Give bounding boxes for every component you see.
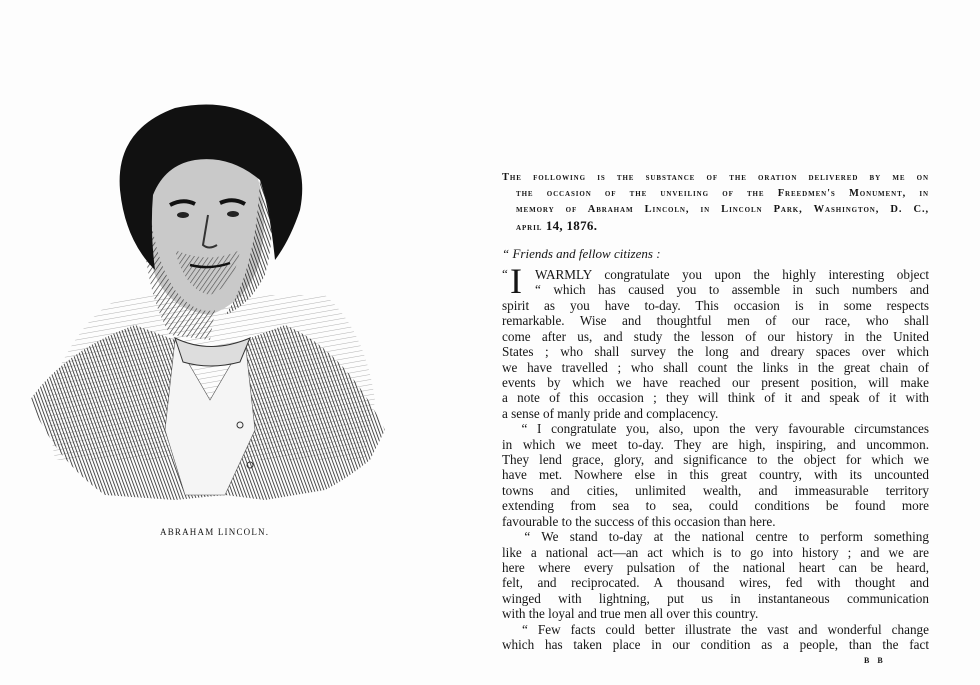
body-text-line: come after us, and study the lesson of our history in the United bbox=[502, 328, 929, 344]
salutation: “ Friends and fellow citizens : bbox=[502, 246, 661, 261]
intro-heading-line: memory of Abraham Lincoln, in Lincoln Park, Washington, D. C., bbox=[516, 204, 929, 215]
body-text-line: “ Few facts could better illustrate the vast and wonderful change bbox=[502, 621, 929, 637]
body-text-line: States ; who shall survey the long and dreary spaces over which bbox=[502, 344, 929, 360]
portrait-caption: ABRAHAM LINCOLN. bbox=[160, 527, 270, 537]
body-text-line: WARMLY congratulate you upon the highly interesting object bbox=[535, 267, 929, 282]
intro-heading-date bbox=[516, 218, 929, 234]
body-text-line: here where every pulsation of the national heart can be heard, bbox=[502, 559, 929, 575]
body-text-line: towns and cities, unlimited wealth, and immeasurable territory bbox=[502, 482, 929, 498]
body-text-line: with the loyal and true men all over this country. bbox=[502, 606, 759, 622]
body-text-line: winged with lightning, put us in instantaneous communication bbox=[502, 590, 929, 606]
body-text-line: which has taken place in our condition as a people, than the fact bbox=[502, 637, 929, 653]
body-text-line: felt, and reciprocated. A thousand wires, fed with thought and bbox=[502, 575, 929, 591]
opening-quote: “ bbox=[502, 266, 508, 281]
date-prefix: april bbox=[516, 222, 543, 233]
body-text-line: remarkable. Wise and thoughtful men of our race, who shall bbox=[502, 313, 929, 329]
body-text-line: spirit as you have to-day. This occasion is in some respects bbox=[502, 297, 929, 313]
body-text-line: we have travelled ; who shall count the links in the great chain of bbox=[502, 359, 929, 375]
body-text-line: in which we meet to-day. They are high, inspiring, and uncommon. bbox=[502, 436, 929, 452]
drop-cap: I bbox=[510, 261, 522, 301]
portrait-engraving-abraham-lincoln bbox=[25, 100, 395, 510]
body-text-line: have met. Nowhere else in this great country, with its uncounted bbox=[502, 467, 929, 483]
body-text-line: a note of this occasion ; they will think of it and speak of it with bbox=[502, 390, 929, 406]
date: 14, 1876. bbox=[545, 218, 598, 233]
body-text-line: favourable to the success of this occasion than here. bbox=[502, 513, 776, 529]
body-text-line: “ We stand to-day at the national centre to perform something bbox=[502, 529, 929, 545]
intro-heading-line: The following is the substance of the oration delivered by me on bbox=[502, 172, 929, 183]
body-text-line: like a national act—an act which is to go into history ; and we are bbox=[502, 544, 929, 560]
signature-mark: B B bbox=[864, 656, 886, 665]
body-text-line: “ I congratulate you, also, upon the very favourable circumstances bbox=[502, 421, 929, 437]
body-text-line: “ which has caused you to assemble in such numbers and bbox=[535, 282, 929, 298]
body-text-line: They lend grace, glory, and significance to the object for which we bbox=[502, 452, 929, 468]
body-text-line: a sense of manly pride and complacency. bbox=[502, 405, 719, 421]
intro-heading-line: the occasion of the unveiling of the Freedmen's Monument, in bbox=[516, 188, 929, 199]
body-text-line: events by which we have reached our present position, will make bbox=[502, 374, 929, 390]
body-text-line: extending from sea to sea, could conditions be found more bbox=[502, 498, 929, 514]
